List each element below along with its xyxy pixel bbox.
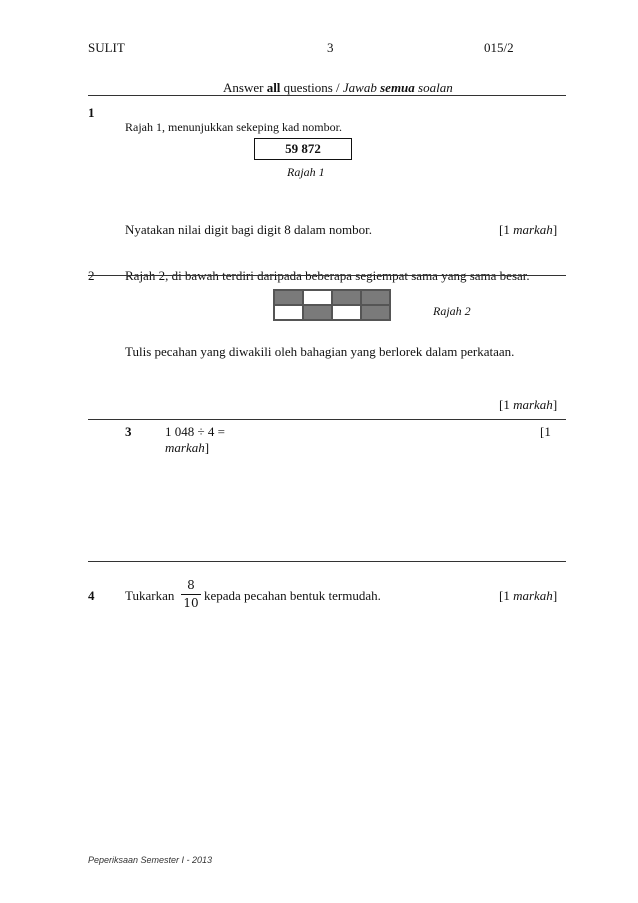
q4-marks: [1 markah] xyxy=(499,588,558,603)
shaded-cell xyxy=(361,290,390,305)
q3-marks-word: markah] xyxy=(165,440,210,455)
q1-question: Nyatakan nilai digit bagi digit 8 dalam nombor. xyxy=(125,222,372,237)
q1-figure-label: Rajah 1 xyxy=(287,165,325,179)
instruction-prefix: Answer xyxy=(223,80,267,95)
instruction xyxy=(223,80,453,96)
instruction-italic-after: soalan xyxy=(414,80,453,95)
q2-number: 2 xyxy=(88,268,95,283)
unshaded-cell xyxy=(274,305,303,320)
instruction-bold: all xyxy=(266,80,281,95)
shaded-cell xyxy=(361,305,390,320)
header-left: SULIT xyxy=(88,40,125,55)
fraction-bar xyxy=(181,594,201,595)
fraction xyxy=(181,578,201,611)
instruction-italic: Jawab xyxy=(342,80,381,95)
fraction-denominator: 10 xyxy=(183,596,199,610)
shaded-cell xyxy=(274,290,303,305)
instruction-middle: questions / xyxy=(280,80,343,95)
shaded-cell xyxy=(303,305,332,320)
q2-intro: Rajah 2, di bawah terdiri daripada beberapa segiempat sama yang sama besar. xyxy=(125,268,530,283)
divider xyxy=(88,419,566,420)
header-right: 015/2 xyxy=(484,40,514,55)
shaded-grid xyxy=(273,289,391,321)
q2-marks: [1 markah] xyxy=(499,397,558,412)
footer: Peperiksaan Semester I - 2013 xyxy=(88,855,213,865)
q1-marks: [1 markah] xyxy=(499,222,558,237)
q2-figure-label: Rajah 2 xyxy=(433,304,471,318)
divider xyxy=(88,561,566,562)
q1-number: 1 xyxy=(88,105,95,120)
q3-expression: 1 048 ÷ 4 = xyxy=(165,424,225,439)
unshaded-cell xyxy=(303,290,332,305)
page-number: 3 xyxy=(327,40,334,55)
q3-number: 3 xyxy=(125,424,132,439)
instruction-italic-bold: semua xyxy=(380,80,415,95)
divider xyxy=(88,275,566,276)
q3-marks-bracket: [1 xyxy=(540,424,551,439)
number-card: 59 872 xyxy=(254,138,352,160)
q2-question: Tulis pecahan yang diwakili oleh bahagian yang berlorek dalam perkataan. xyxy=(125,344,515,359)
q1-intro: Rajah 1, menunjukkan sekeping kad nombor. xyxy=(125,120,342,134)
q4-number: 4 xyxy=(88,588,95,603)
fraction-numerator: 8 xyxy=(187,578,195,592)
q4-suffix: kepada pecahan bentuk termudah. xyxy=(204,588,381,603)
unshaded-cell xyxy=(332,305,361,320)
divider xyxy=(88,95,566,96)
q4-prefix: Tukarkan xyxy=(125,588,175,603)
shaded-cell xyxy=(332,290,361,305)
